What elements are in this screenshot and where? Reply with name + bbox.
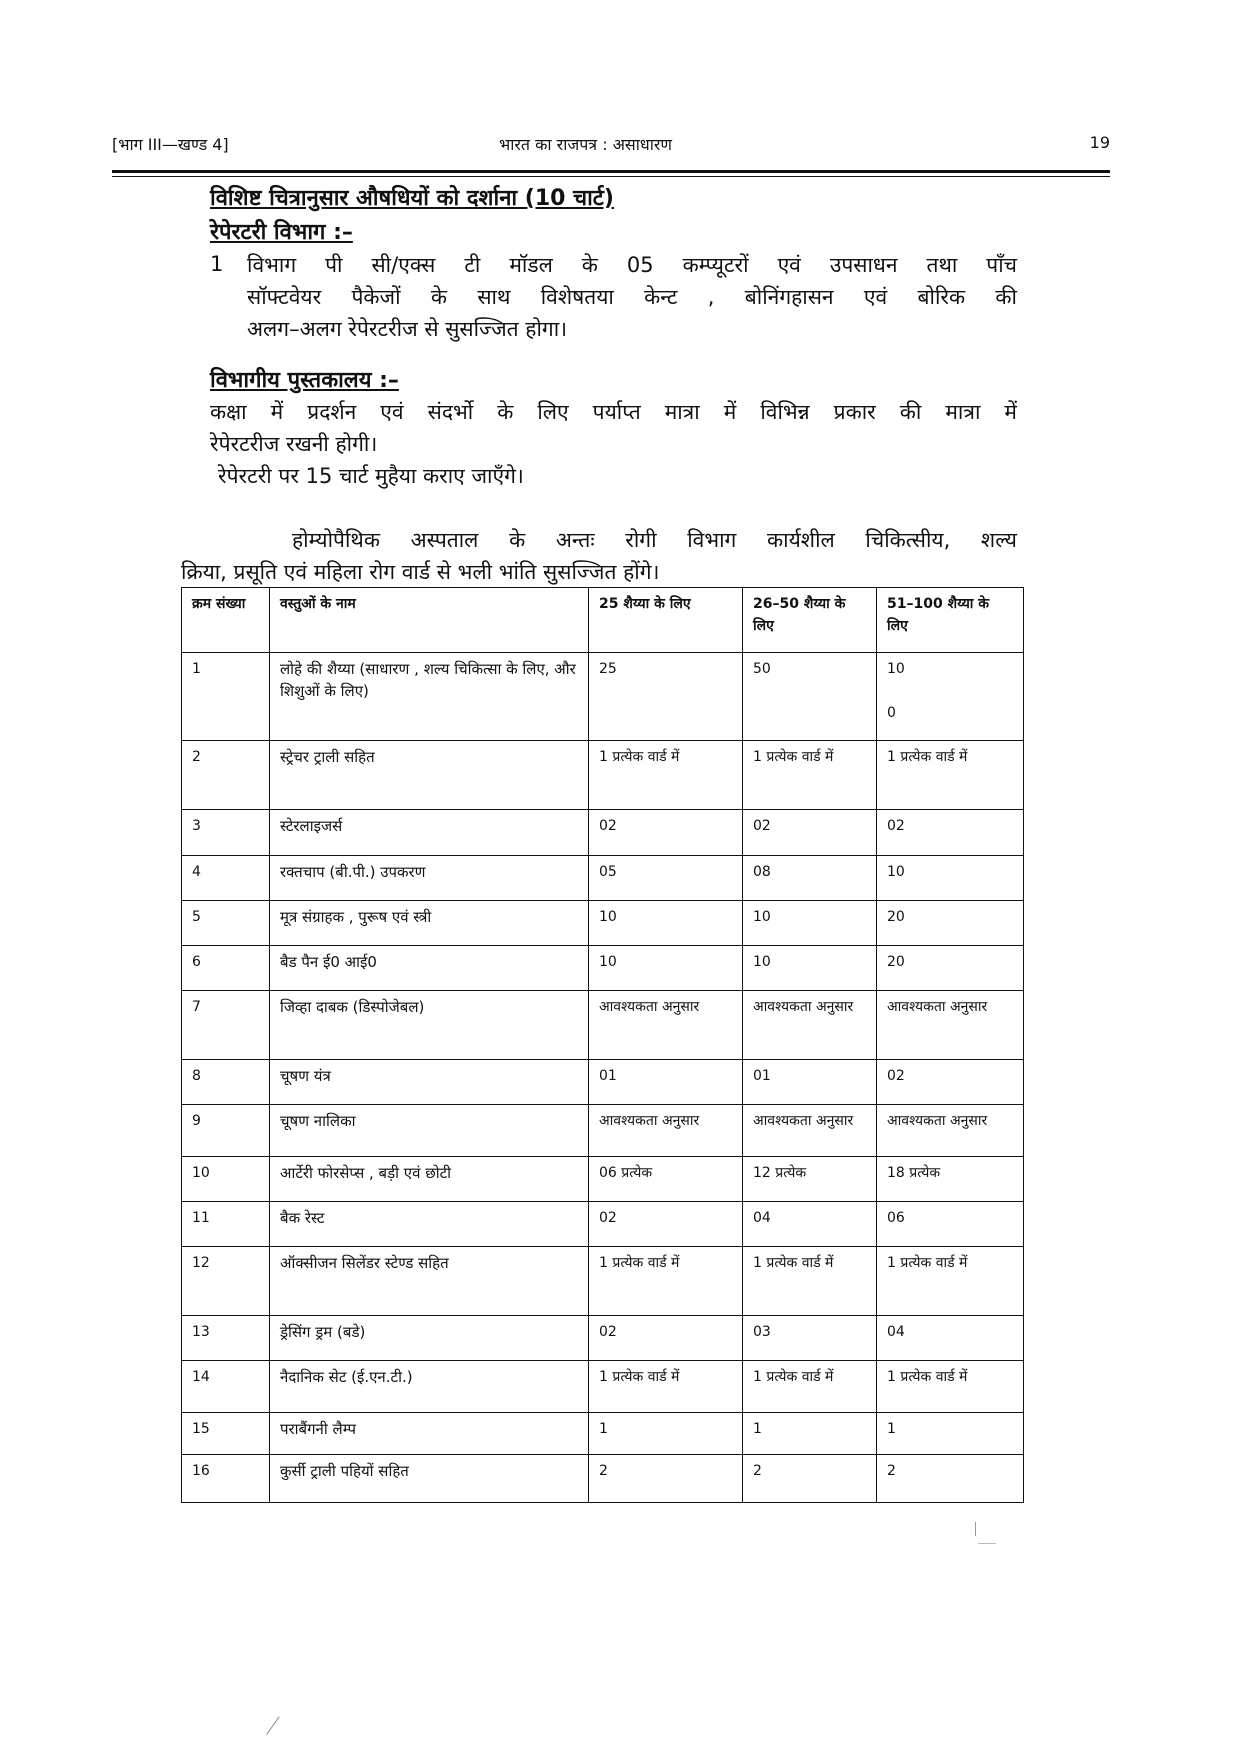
cell-item-name: बैड पैन ई0 आई0: [270, 946, 589, 991]
cell-serial: 15: [182, 1413, 270, 1455]
cell-qty-51-100: 02: [877, 810, 1024, 856]
scan-speck: [975, 1522, 976, 1536]
table-row: [182, 946, 1024, 991]
header-gazette-title: भारत का राजपत्र : असाधारण: [499, 135, 672, 154]
cell-item-name: ऑक्सीजन सिलेंडर स्टेण्ड सहित: [270, 1247, 589, 1316]
cell-qty-25: 06 प्रत्येक: [589, 1157, 743, 1202]
cell-qty-25: 02: [589, 810, 743, 856]
cell-serial: 8: [182, 1060, 270, 1105]
table-row: [182, 810, 1024, 856]
table-row: [182, 1060, 1024, 1105]
cell-qty-26-50: 1 प्रत्येक वार्ड में: [743, 1247, 877, 1316]
cell-serial: 16: [182, 1455, 270, 1503]
cell-qty-26-50: आवश्यकता अनुसार: [743, 991, 877, 1060]
table-row: [182, 991, 1024, 1060]
cell-qty-25: आवश्यकता अनुसार: [589, 1105, 743, 1157]
cell-qty-25: 02: [589, 1202, 743, 1247]
table-row: [182, 1316, 1024, 1361]
cell-qty-26-50: 10: [743, 946, 877, 991]
cell-qty-25: 10: [589, 901, 743, 946]
cell-serial: 4: [182, 856, 270, 901]
table-row: [182, 901, 1024, 946]
section-heading-repertory: रेपेरटरी विभाग :–: [210, 220, 353, 245]
header-25-beds: 25 शैय्या के लिए: [589, 588, 743, 653]
header-serial: क्रम संख्या: [182, 588, 270, 653]
table-row: [182, 741, 1024, 810]
cell-item-name: मूत्र संग्राहक , पुरूष एवं स्त्री: [270, 901, 589, 946]
cell-qty-51-100: 1 प्रत्येक वार्ड में: [877, 741, 1024, 810]
cell-item-name: नैदानिक सेट (ई.एन.टी.): [270, 1361, 589, 1413]
header-part-section: [भाग III—खण्ड 4]: [112, 135, 229, 154]
cell-qty-51-100: 1: [877, 1413, 1024, 1455]
cell-item-name: चूषण यंत्र: [270, 1060, 589, 1105]
equipment-table: [181, 587, 1024, 1503]
cell-qty-26-50: 02: [743, 810, 877, 856]
cell-qty-51-100: 20: [877, 901, 1024, 946]
cell-qty-25: 1 प्रत्येक वार्ड में: [589, 741, 743, 810]
cell-qty-26-50: 1: [743, 1413, 877, 1455]
table-row: [182, 1455, 1024, 1503]
intro-line-1: होम्योपैथिक अस्पताल के अन्तः रोगी विभाग कार्यशील चिकित्सीय, शल्य: [292, 528, 1017, 552]
cell-qty-26-50: 10: [743, 901, 877, 946]
cell-qty-51-100: 06: [877, 1202, 1024, 1247]
table-row: [182, 856, 1024, 901]
cell-qty-26-50: 01: [743, 1060, 877, 1105]
library-paragraph-line-2: रेपेरटरीज रखनी होगी।: [210, 432, 378, 456]
table-row: [182, 653, 1024, 741]
intro-line-2: क्रिया, प्रसूति एवं महिला रोग वार्ड से भली भांति सुसज्जित होंगे।: [181, 560, 660, 584]
header-item-name: वस्तुओं के नाम: [270, 588, 589, 653]
cell-qty-26-50: 50: [743, 653, 877, 741]
cell-qty-25: 10: [589, 946, 743, 991]
item-line-1: विभाग पी सी/एक्स टी मॉडल के 05 कम्प्यूटरों एवं उपसाधन तथा पाँच: [247, 253, 1017, 277]
cell-item-name: चूषण नालिका: [270, 1105, 589, 1157]
cell-qty-25: 1 प्रत्येक वार्ड में: [589, 1361, 743, 1413]
cell-qty-51-100: 10: [877, 856, 1024, 901]
table-row: [182, 1105, 1024, 1157]
cell-qty-51-100: 2: [877, 1455, 1024, 1503]
header-51-100-beds: 51–100 शैय्या के लिए: [877, 588, 1024, 653]
cell-qty-25: 1: [589, 1413, 743, 1455]
cell-serial: 13: [182, 1316, 270, 1361]
cell-qty-51-100: 18 प्रत्येक: [877, 1157, 1024, 1202]
cell-qty-26-50: 12 प्रत्येक: [743, 1157, 877, 1202]
cell-qty-26-50: 03: [743, 1316, 877, 1361]
table-row: [182, 1413, 1024, 1455]
library-paragraph-line-1: कक्षा में प्रदर्शन एवं संदर्भो के लिए पर्याप्त मात्रा में विभिन्न प्रकार की मात्रा में: [210, 400, 1017, 424]
cell-item-name: बैक रेस्ट: [270, 1202, 589, 1247]
cell-qty-25: 02: [589, 1316, 743, 1361]
cell-qty-26-50: 1 प्रत्येक वार्ड में: [743, 741, 877, 810]
cell-serial: 14: [182, 1361, 270, 1413]
page-header: [112, 133, 1110, 155]
cell-qty-25: 2: [589, 1455, 743, 1503]
table-row: [182, 1247, 1024, 1316]
cell-serial: 12: [182, 1247, 270, 1316]
cell-qty-51-100: आवश्यकता अनुसार: [877, 991, 1024, 1060]
cell-item-name: लोहे की शैय्या (साधारण , शल्य चिकित्सा के लिए, और शिशुओं के लिए): [270, 653, 589, 741]
table-row: [182, 1202, 1024, 1247]
cell-serial: 10: [182, 1157, 270, 1202]
cell-serial: 7: [182, 991, 270, 1060]
cell-qty-26-50: 04: [743, 1202, 877, 1247]
cell-qty-25: 1 प्रत्येक वार्ड में: [589, 1247, 743, 1316]
cell-qty-26-50: 08: [743, 856, 877, 901]
header-26-50-beds: 26–50 शैय्या के लिए: [743, 588, 877, 653]
cell-qty-51-100: आवश्यकता अनुसार: [877, 1105, 1024, 1157]
cell-item-name: जिव्हा दाबक (डिस्पोजेबल): [270, 991, 589, 1060]
cell-qty-51-100: 04: [877, 1316, 1024, 1361]
cell-item-name: स्टेरलाइजर्स: [270, 810, 589, 856]
cell-serial: 5: [182, 901, 270, 946]
cell-qty-51-100: 10 0: [877, 653, 1024, 741]
page-number: 19: [1089, 133, 1110, 152]
cell-qty-51-100: 20: [877, 946, 1024, 991]
table-row: [182, 1361, 1024, 1413]
cell-qty-25: आवश्यकता अनुसार: [589, 991, 743, 1060]
cell-item-name: कुर्सी ट्राली पहियों सहित: [270, 1455, 589, 1503]
cell-qty-51-100: 1 प्रत्येक वार्ड में: [877, 1361, 1024, 1413]
library-charts-line: रेपेरटरी पर 15 चार्ट मुहैया कराए जाएँगे।: [218, 464, 524, 488]
scan-speck: [978, 1543, 996, 1544]
cell-serial: 1: [182, 653, 270, 741]
cell-qty-25: 05: [589, 856, 743, 901]
cell-qty-51-100: 1 प्रत्येक वार्ड में: [877, 1247, 1024, 1316]
cell-serial: 2: [182, 741, 270, 810]
cell-serial: 6: [182, 946, 270, 991]
cell-qty-25: 25: [589, 653, 743, 741]
cell-item-name: रक्तचाप (बी.पी.) उपकरण: [270, 856, 589, 901]
cell-item-name: स्ट्रेचर ट्राली सहित: [270, 741, 589, 810]
cell-item-name: आर्टेरी फोरसेप्स , बड़ी एवं छोटी: [270, 1157, 589, 1202]
cell-serial: 9: [182, 1105, 270, 1157]
cell-item-name: ड्रेसिंग ड्रम (बडे): [270, 1316, 589, 1361]
cell-item-name: पराबैंगनी लैम्प: [270, 1413, 589, 1455]
cell-serial: 11: [182, 1202, 270, 1247]
table-row: [182, 1157, 1024, 1202]
item-line-3: अलग–अलग रेपेरटरीज से सुसज्जित होगा।: [247, 317, 568, 341]
cell-serial: 3: [182, 810, 270, 856]
cell-qty-26-50: आवश्यकता अनुसार: [743, 1105, 877, 1157]
section-heading-library: विभागीय पुस्तकालय :–: [210, 368, 399, 393]
section-heading-charts: विशिष्ट चित्रानुसार औषधियों को दर्शाना (10 चार्ट): [210, 186, 614, 211]
header-rule: [112, 170, 1110, 173]
cell-qty-25: 01: [589, 1060, 743, 1105]
header-rule-thin: [112, 176, 1110, 177]
scan-speck: [266, 1716, 279, 1735]
cell-qty-26-50: 2: [743, 1455, 877, 1503]
cell-qty-26-50: 1 प्रत्येक वार्ड में: [743, 1361, 877, 1413]
item-line-2: सॉफ्टवेयर पैकेजों के साथ विशेषतया केन्ट , बोनिंगहासन एवं बोरिक की: [247, 285, 1017, 309]
cell-qty-51-100: 02: [877, 1060, 1024, 1105]
table-header-row: [182, 588, 1024, 653]
item-number: 1: [210, 252, 224, 276]
